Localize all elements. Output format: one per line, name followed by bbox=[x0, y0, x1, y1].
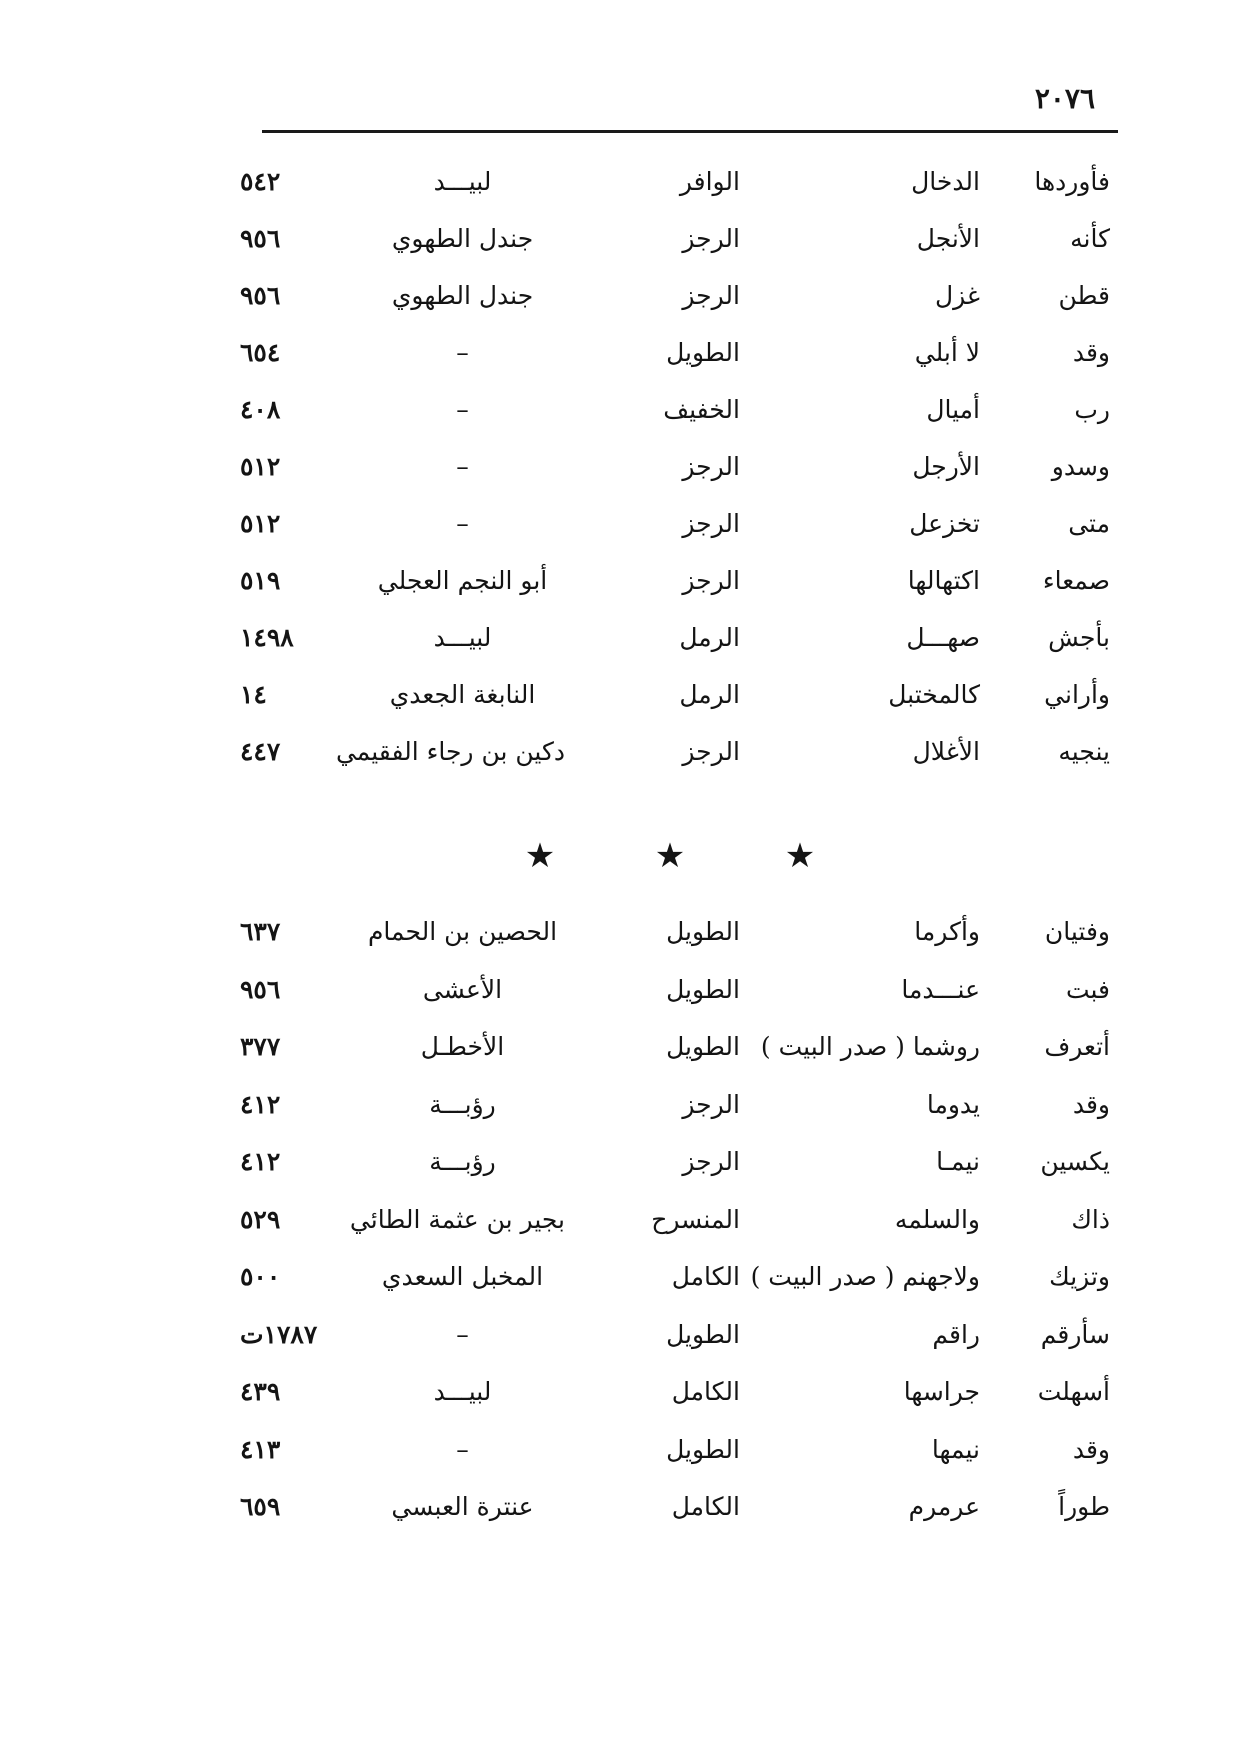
index-row bbox=[230, 1255, 1110, 1299]
poet-name: دكين بن رجاء الفقيمي bbox=[335, 737, 565, 766]
index-row bbox=[230, 1428, 1110, 1472]
rhyme-word: أميال bbox=[926, 395, 980, 424]
poet-name: رؤبـــة bbox=[429, 1147, 496, 1176]
first-word: وقد bbox=[1072, 338, 1110, 367]
index-row bbox=[230, 1140, 1110, 1184]
meter-name: الرجز bbox=[682, 737, 740, 766]
first-word: صمعاء bbox=[1042, 566, 1110, 595]
poet-name: – bbox=[456, 338, 469, 367]
first-word: طوراً bbox=[1058, 1492, 1110, 1521]
poet-name: أبو النجم العجلي bbox=[377, 566, 548, 595]
first-word: وتزيك bbox=[1049, 1262, 1110, 1291]
star-icon: ★ bbox=[784, 836, 816, 876]
page-ref: ٥٠٠ bbox=[240, 1262, 281, 1291]
poet-name: رؤبـــة bbox=[429, 1089, 496, 1119]
page-ref: ٤١٢ bbox=[240, 1147, 281, 1176]
index-row bbox=[230, 445, 1110, 489]
star-icon: ★ bbox=[524, 836, 556, 876]
first-word: وأراني bbox=[1044, 680, 1110, 709]
poet-name: جندل الطهوي bbox=[391, 224, 534, 253]
rhyme-word: وأكرما bbox=[914, 917, 980, 946]
first-word: سأرقم bbox=[1040, 1319, 1110, 1349]
poet-name: لبيـــد bbox=[433, 623, 492, 652]
meter-name: الطويل bbox=[666, 1319, 740, 1349]
page-ref: ٤٤٧ bbox=[240, 737, 281, 766]
rhyme-word: اكتهالها bbox=[907, 566, 980, 595]
page-number: ٢٠٧٦ bbox=[1034, 82, 1095, 115]
rhyme-word: لا أبلي bbox=[914, 338, 980, 367]
meter-name: الكامل bbox=[671, 1492, 740, 1521]
meter-name: الرجز bbox=[682, 281, 740, 310]
poet-name: المخبل السعدي bbox=[381, 1262, 544, 1291]
meter-name: الطويل bbox=[666, 974, 740, 1004]
rhyme-word: الأرجل bbox=[912, 452, 980, 481]
first-word: رب bbox=[1074, 395, 1110, 424]
page-ref: ٤٠٨ bbox=[240, 395, 281, 424]
meter-name: الكامل bbox=[671, 1377, 740, 1406]
poet-name: الأعشى bbox=[422, 974, 503, 1004]
page-ref: ٤٣٩ bbox=[240, 1377, 281, 1406]
index-row bbox=[230, 160, 1110, 204]
rhyme-word: ولاجهنم ( صدر البيت ) bbox=[750, 1262, 980, 1291]
index-row bbox=[230, 910, 1110, 954]
index-row bbox=[230, 968, 1110, 1012]
first-word: ذاك bbox=[1071, 1204, 1110, 1234]
first-word: متى bbox=[1068, 509, 1110, 538]
meter-name: الوافر bbox=[679, 167, 740, 196]
rhyme-word: راقم bbox=[932, 1319, 980, 1349]
rhyme-word: كالمختبل bbox=[888, 680, 980, 709]
poet-name: – bbox=[456, 1319, 469, 1349]
meter-name: الرجز bbox=[682, 1147, 740, 1176]
index-row bbox=[230, 1025, 1110, 1069]
index-row bbox=[230, 559, 1110, 603]
index-row bbox=[230, 217, 1110, 261]
first-word: وفتيان bbox=[1044, 917, 1110, 946]
poet-name: بجير بن عثمة الطائي bbox=[349, 1204, 565, 1234]
first-word: أسهلت bbox=[1037, 1377, 1110, 1406]
rhyme-word: نيمـا bbox=[936, 1147, 980, 1176]
index-row bbox=[230, 616, 1110, 660]
rhyme-word: يدوما bbox=[926, 1089, 980, 1119]
page-ref: ٦٥٤ bbox=[240, 338, 281, 367]
first-word: أتعرف bbox=[1044, 1032, 1110, 1061]
star-icon: ★ bbox=[654, 836, 686, 876]
meter-name: الرمل bbox=[679, 623, 740, 652]
poet-name: النابغة الجعدي bbox=[389, 680, 536, 709]
meter-name: الطويل bbox=[666, 917, 740, 946]
first-word: بأجش bbox=[1048, 623, 1110, 652]
page-ref: ٦٣٧ bbox=[240, 917, 281, 946]
poet-name: – bbox=[456, 452, 469, 481]
page-ref: ٥٤٢ bbox=[240, 167, 281, 196]
poet-name: الحصين بن الحمام bbox=[367, 917, 558, 946]
page-ref: ٩٥٦ bbox=[240, 974, 281, 1004]
rhyme-word: غزل bbox=[934, 281, 980, 310]
rhyme-word: الأنجل bbox=[916, 224, 980, 253]
meter-name: الطويل bbox=[666, 338, 740, 367]
page-ref: ٦٥٩ bbox=[240, 1492, 281, 1521]
meter-name: المنسرح bbox=[651, 1204, 740, 1234]
poet-name: جندل الطهوي bbox=[391, 281, 534, 310]
index-row bbox=[230, 388, 1110, 432]
meter-name: الرجز bbox=[682, 566, 740, 595]
page-ref: ٩٥٦ bbox=[240, 224, 281, 253]
index-row bbox=[230, 502, 1110, 546]
meter-name: الكامل bbox=[671, 1262, 740, 1291]
rhyme-word: روشما ( صدر البيت ) bbox=[760, 1032, 980, 1061]
poet-name: – bbox=[456, 1434, 469, 1464]
meter-name: الرجز bbox=[682, 452, 740, 481]
meter-name: الرجز bbox=[682, 224, 740, 253]
rhyme-word: عرمرم bbox=[908, 1492, 980, 1521]
meter-name: الخفيف bbox=[663, 395, 740, 424]
index-row bbox=[230, 1485, 1110, 1529]
page-ref: ١٤ bbox=[240, 680, 267, 709]
poet-name: عنترة العبسي bbox=[391, 1492, 534, 1521]
page-ref: ٥١٢ bbox=[240, 452, 281, 481]
poet-name: الأخطـل bbox=[420, 1032, 505, 1061]
page-ref: ٥٢٩ bbox=[240, 1204, 281, 1234]
meter-name: الطويل bbox=[666, 1434, 740, 1464]
first-word: فبت bbox=[1065, 974, 1110, 1004]
index-row bbox=[230, 673, 1110, 717]
poet-name: – bbox=[456, 509, 469, 538]
first-word: وقد bbox=[1072, 1089, 1110, 1119]
section-separator bbox=[520, 836, 820, 876]
index-row bbox=[230, 1083, 1110, 1127]
page-ref: ٤١٣ bbox=[240, 1434, 281, 1464]
page-ref: ١٤٩٨ bbox=[240, 623, 294, 652]
page-ref: ٩٥٦ bbox=[240, 281, 281, 310]
meter-name: الرجز bbox=[682, 509, 740, 538]
rhyme-word: الدخال bbox=[911, 167, 980, 196]
index-row bbox=[230, 331, 1110, 375]
rhyme-word: صهـــل bbox=[906, 623, 980, 652]
poet-name: – bbox=[456, 395, 469, 424]
rhyme-word: الأغلال bbox=[912, 737, 980, 766]
rhyme-word: نيمها bbox=[931, 1434, 980, 1464]
rhyme-word: جراسها bbox=[903, 1377, 980, 1406]
page-ref: ٤١٢ bbox=[240, 1089, 281, 1119]
header-rule bbox=[262, 130, 1118, 133]
page-ref: ٣٧٧ bbox=[240, 1032, 281, 1061]
first-word: يكسين bbox=[1040, 1147, 1110, 1176]
first-word: ينجيه bbox=[1058, 737, 1110, 766]
poet-name: لبيـــد bbox=[433, 167, 492, 196]
first-word: وسدو bbox=[1051, 452, 1110, 481]
rhyme-word: والسلمه bbox=[894, 1204, 980, 1234]
first-word: وقد bbox=[1072, 1434, 1110, 1464]
page-ref: ٥١٢ bbox=[240, 509, 281, 538]
index-row bbox=[230, 274, 1110, 318]
poet-name: لبيـــد bbox=[433, 1377, 492, 1406]
first-word: فأوردها bbox=[1034, 167, 1110, 196]
meter-name: الرمل bbox=[679, 680, 740, 709]
index-row bbox=[230, 1370, 1110, 1414]
first-word: كأنه bbox=[1070, 224, 1110, 253]
rhyme-word: تخزعل bbox=[909, 509, 980, 538]
index-row bbox=[230, 1198, 1110, 1242]
meter-name: الرجز bbox=[682, 1089, 740, 1119]
rhyme-word: عنـــدما bbox=[901, 974, 980, 1004]
index-row bbox=[230, 730, 1110, 774]
index-row bbox=[230, 1313, 1110, 1357]
page-ref: ١٧٨٧ت bbox=[240, 1319, 318, 1349]
meter-name: الطويل bbox=[666, 1032, 740, 1061]
first-word: قطن bbox=[1058, 281, 1110, 310]
page-ref: ٥١٩ bbox=[240, 566, 281, 595]
